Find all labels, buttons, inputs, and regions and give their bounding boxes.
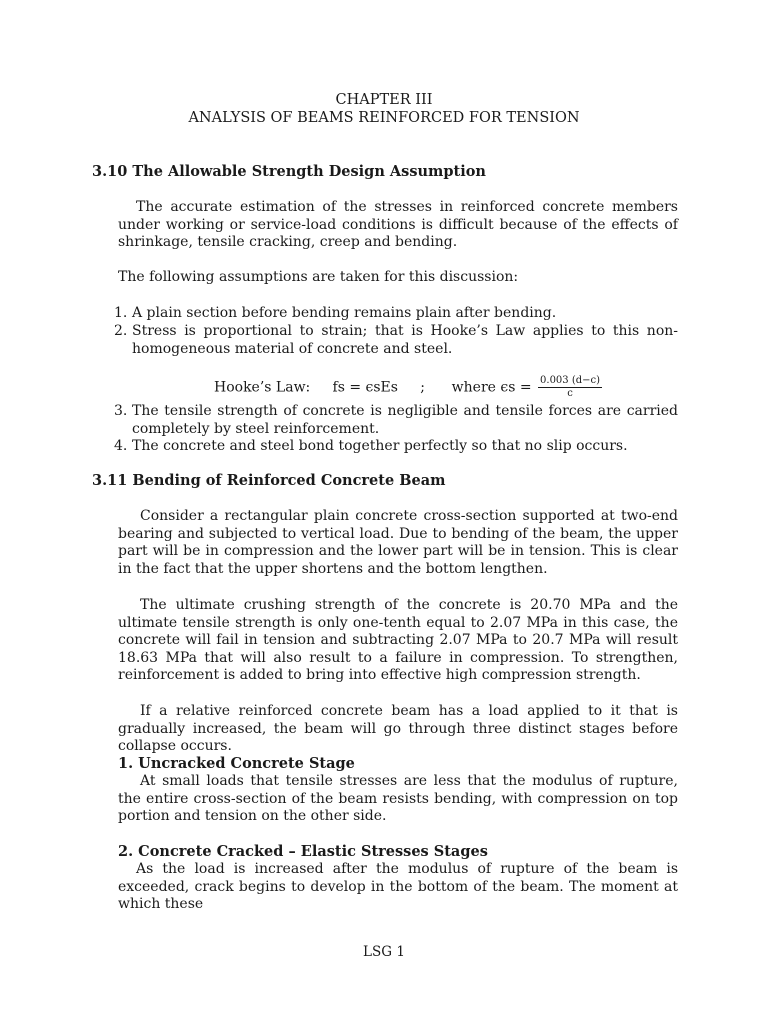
list-item — [114, 438, 678, 456]
list-item-number: 2. — [114, 323, 128, 339]
list-item — [114, 403, 678, 438]
chapter-label: CHAPTER III — [335, 92, 433, 108]
paragraph-load-stages: If a relative reinforced concrete beam has a load applied to it that is gradually increased, the beam will go through three distinct stages before collapse occurs. — [118, 703, 678, 755]
paragraph-uncracked-stage: At small loads that tensile stresses are less that the modulus of rupture, the entire cross-section of the beam resists bending, with compression on top portion and tension on the other side. — [118, 773, 678, 825]
hooke-where: where ϵs = — [451, 379, 532, 396]
fraction-denominator: c — [567, 388, 573, 399]
list-item-number: 3. — [114, 403, 128, 419]
fraction-numerator: 0.003 (d−c) — [540, 375, 601, 386]
list-item-text: A plain section before bending remains plain after bending. — [132, 305, 557, 321]
paragraph-cross-section: Consider a rectangular plain concrete cross-section supported at two-end bearing and subjected to vertical load. Due to bending of the beam, the upper part will be in compression and the lower part will be in tension. This is clear in the fact that the upper shortens and the bottom lengthen. — [118, 508, 678, 577]
hooke-separator: ; — [420, 379, 425, 396]
strain-fraction — [538, 375, 602, 400]
section-heading-3-11: 3.11 Bending of Reinforced Concrete Beam — [92, 472, 446, 489]
stage-heading-cracked: 2. Concrete Cracked – Elastic Stresses Stages — [118, 843, 488, 860]
list-item-text: The concrete and steel bond together perfectly so that no slip occurs. — [132, 438, 628, 454]
list-item-text: Stress is proportional to strain; that is Hooke’s Law applies to this non-homogeneous material of concrete and steel. — [132, 323, 678, 357]
list-item — [114, 323, 678, 358]
list-item — [114, 305, 678, 323]
paragraph-crushing-strength: The ultimate crushing strength of the concrete is 20.70 MPa and the ultimate tensile strength is only one-tenth equal to 2.07 MPa in this case, the concrete will fail in tension and subtracting 2.07 MPa to 20.7 MPa will result 18.63 MPa that will also result to a failure in compression. To strengthen, reinforcement is added to bring into effective high compression strength. — [118, 597, 678, 684]
list-item-number: 4. — [114, 438, 128, 454]
hooke-equation: fs = ϵsEs — [332, 379, 398, 396]
paragraph-stress-estimation: The accurate estimation of the stresses in reinforced concrete members under working or service-load conditions is difficult because of the effects of shrinkage, tensile cracking, creep and bending. — [118, 199, 678, 251]
paragraph-assumptions-intro: The following assumptions are taken for this discussion: — [118, 269, 519, 285]
page-footer: LSG 1 — [363, 944, 405, 960]
hookes-law-formula — [214, 375, 602, 400]
list-item-text: The tensile strength of concrete is negligible and tensile forces are carried completely by steel reinforcement. — [132, 403, 678, 437]
chapter-title: ANALYSIS OF BEAMS REINFORCED FOR TENSION — [188, 110, 580, 126]
hooke-label: Hooke’s Law: — [214, 379, 311, 396]
paragraph-cracked-stage: As the load is increased after the modulus of rupture of the beam is exceeded, crack begins to develop in the bottom of the beam. The moment at which these — [118, 861, 678, 913]
section-heading-3-10: 3.10 The Allowable Strength Design Assumption — [92, 163, 486, 180]
stage-heading-uncracked: 1. Uncracked Concrete Stage — [118, 755, 355, 772]
list-item-number: 1. — [114, 305, 128, 321]
